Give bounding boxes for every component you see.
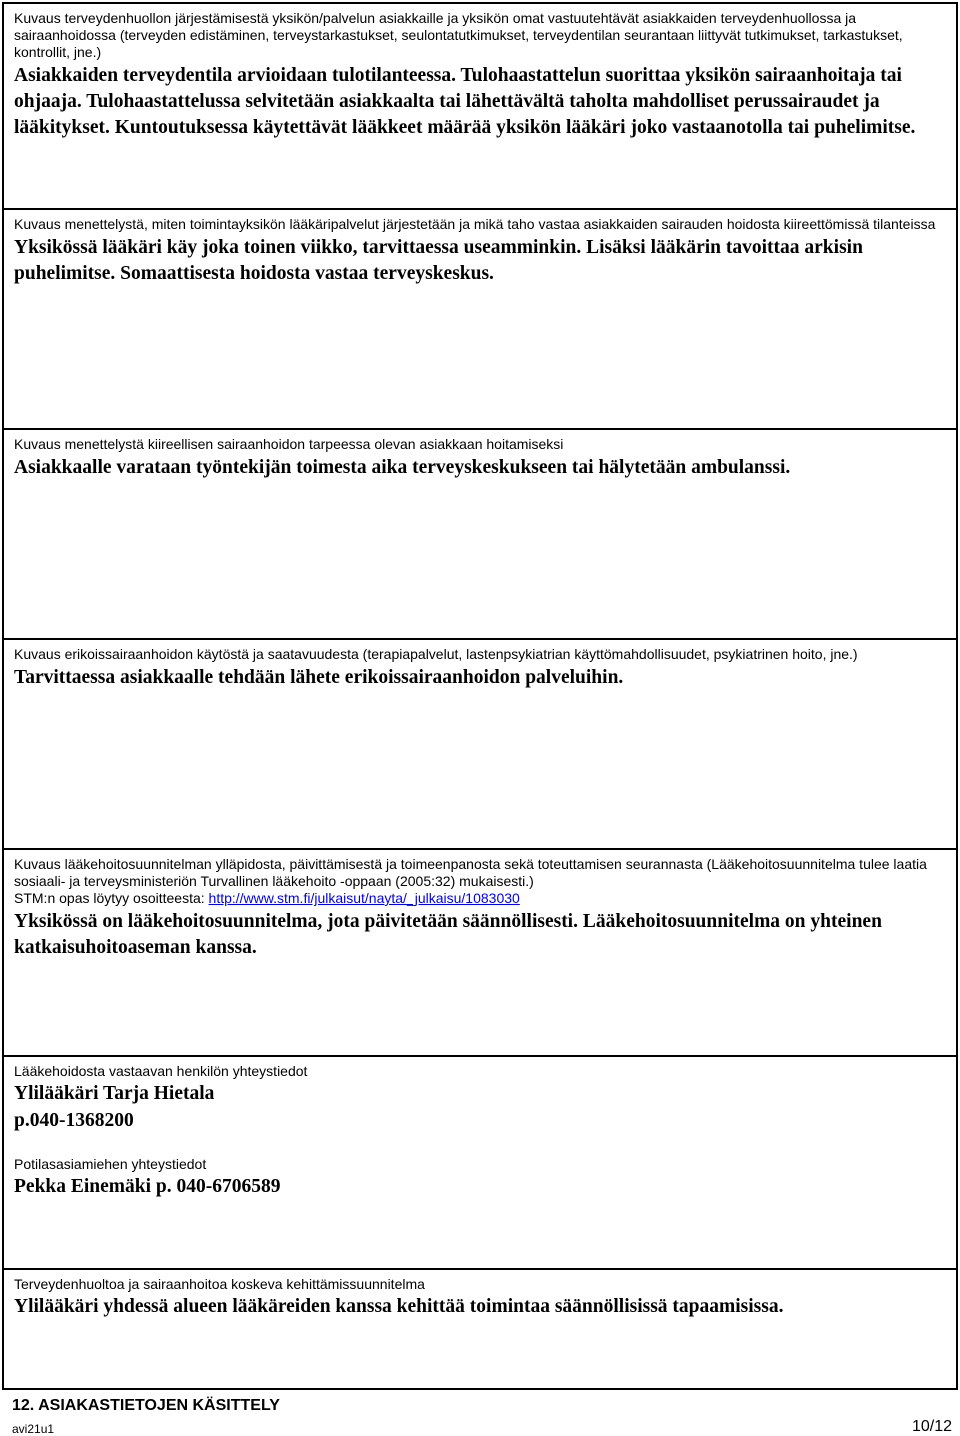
section-answer: Ylilääkäri yhdessä alueen lääkäreiden kanssa kehittää toimintaa säännöllisissä tapaamisissa.: [14, 1296, 784, 1317]
section-answer: Yksikössä lääkäri käy joka toinen viikko, tarvittaessa useamminkin. Lisäksi lääkärin tavoittaa arkisin puhelimitse. Somaattisesta hoidosta vastaa terveyskeskus.: [14, 237, 863, 284]
section-answer: Asiakkaalle varataan työntekijän toimesta aika terveyskeskukseen tai hälytetään ambulanssi.: [14, 457, 791, 478]
page-number: 10/12: [911, 1418, 952, 1435]
section-cell: [3, 849, 957, 1056]
contact-name: Ylilääkäri Tarja Hietala: [14, 1083, 215, 1104]
section-urgent-care: [3, 429, 957, 639]
section-label: Kuvaus erikoissairaanhoidon käytöstä ja saatavuudesta (terapiapalvelut, lastenpsykiatrian käyttömahdollisuudet, psykiatrinen hoito, jne.): [14, 646, 858, 662]
contact-phone: p.040-1368200: [14, 1110, 134, 1131]
section-cell: [3, 429, 957, 639]
section-label: Kuvaus menettelystä, miten toimintayksikön lääkäripalvelut järjestetään ja mikä taho vastaa asiakkaiden sairauden hoidosta kiireettömissä tilanteissa: [14, 216, 936, 232]
section-answer: Yksikössä on lääkehoitosuunnitelma, jota päivitetään säännöllisesti. Lääkehoitosuunnitelma on yhteinen katkaisuhoitoaseman kanssa.: [14, 911, 882, 958]
document-code: avi21u1: [12, 1422, 55, 1436]
ombudsman-contact: Pekka Einemäki p. 040-6706589: [14, 1176, 281, 1197]
section-label-text: Kuvaus lääkehoitosuunnitelman ylläpidosta, päivittämisestä ja toimeenpanosta sekä toteuttamisen seurannasta (Lääkehoitosuunnitelma tulee laatia sosiaali- ja terveysministeriön Turvallinen lääkehoito -oppaan (2005:32) mukaisesti.): [14, 856, 927, 889]
section-cell: [3, 3, 957, 209]
section-answer: Tarvittaessa asiakkaalle tehdään lähete erikoissairaanhoidon palveluihin.: [14, 667, 624, 688]
form-table: [2, 2, 958, 1390]
section-cell: [3, 209, 957, 429]
section-cell: [3, 639, 957, 849]
section-medication-plan: [3, 849, 957, 1056]
section-cell: [3, 1056, 957, 1269]
section-label-patient-ombudsman: Potilasasiamiehen yhteystiedot: [14, 1156, 207, 1172]
section-development-plan: [3, 1269, 957, 1389]
guide-link[interactable]: http://www.stm.fi/julkaisut/nayta/_julkaisu/1083030: [208, 890, 520, 906]
section-physician-services: [3, 209, 957, 429]
section-health-care-organization: [3, 3, 957, 209]
section-label: Terveydenhuoltoa ja sairaanhoitoa koskeva kehittämissuunnitelma: [14, 1276, 425, 1292]
next-section-heading: 12. ASIAKASTIETOJEN KÄSITTELY: [12, 1397, 280, 1414]
section-label-link-prefix: STM:n opas löytyy osoitteesta:: [14, 890, 209, 906]
section-label: Kuvaus terveydenhuollon järjestämisestä yksikön/palvelun asiakkaille ja yksikön omat vastuutehtävät asiakkaiden terveydenhuollossa ja sairaanhoidossa (terveyden edistäminen, terveystarkastukset, seulontatutkimukset, terveydentilan seurantaan liittyvät tutkimukset, tarkastukset, kontrollit, jne.): [14, 10, 903, 60]
section-contacts: [3, 1056, 957, 1269]
section-cell: [3, 1269, 957, 1389]
section-label: Kuvaus menettelystä kiireellisen sairaanhoidon tarpeessa olevan asiakkaan hoitamiseksi: [14, 436, 564, 452]
section-label: Lääkehoidosta vastaavan henkilön yhteystiedot: [14, 1063, 308, 1079]
section-label: [14, 856, 946, 907]
section-answer: Asiakkaiden terveydentila arvioidaan tulotilanteessa. Tulohaastattelun suorittaa yksikön sairaanhoitaja tai ohjaaja. Tulohaastattelussa selvitetään asiakkaalta tai lähettävältä taholta mahdolliset perussairaudet ja lääkitykset. Kuntoutuksessa käytettävät lääkkeet määrää yksikön lääkäri joko vastaanotolla tai puhelimitse.: [14, 65, 916, 138]
section-specialist-care: [3, 639, 957, 849]
